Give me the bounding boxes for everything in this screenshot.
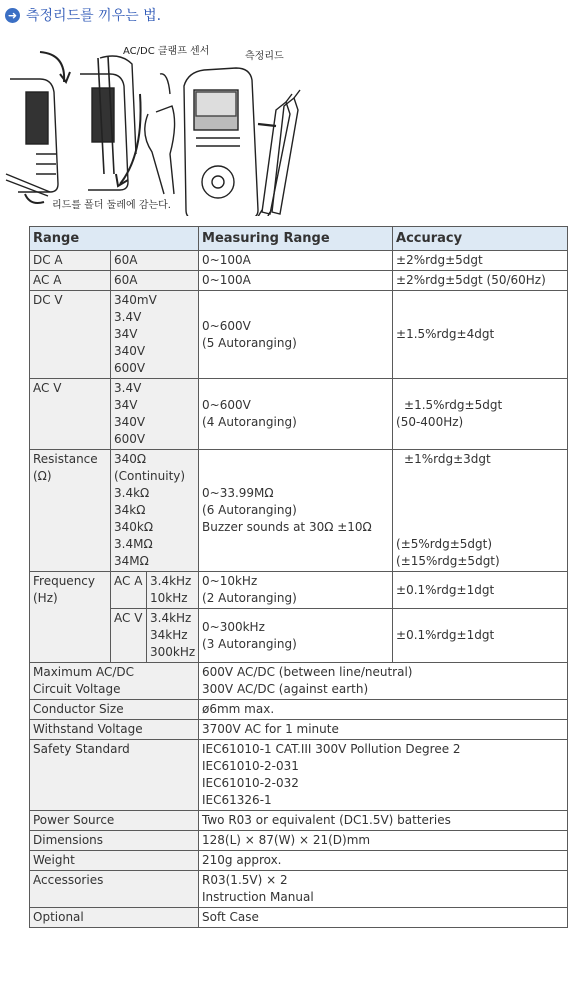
range-cell: 3.4kHz 10kHz (147, 572, 199, 609)
spec-row-weight (30, 851, 568, 871)
measuring-cell: 0~600V (4 Autoranging) (199, 379, 393, 450)
table-row-frequency-acv (30, 609, 568, 663)
spec-row-accessories (30, 871, 568, 908)
row-label: DC V (30, 291, 111, 379)
header-measuring-range: Measuring Range (199, 227, 393, 251)
table-row-acv (30, 379, 568, 450)
spec-label: Withstand Voltage (30, 720, 199, 740)
table-row-dca (30, 251, 568, 271)
spec-label: Dimensions (30, 831, 199, 851)
accuracy-cell: ±2%rdg±5dgt (50/60Hz) (393, 271, 568, 291)
row-label: DC A (30, 251, 111, 271)
spec-row-power-source (30, 811, 568, 831)
spec-row-dimensions (30, 831, 568, 851)
spec-value: 210g approx. (199, 851, 568, 871)
spec-label: Maximum AC/DC Circuit Voltage (30, 663, 199, 700)
sub-label: AC V (111, 609, 147, 663)
spec-label: Conductor Size (30, 700, 199, 720)
spec-label: Accessories (30, 871, 199, 908)
range-cell: 3.4V 34V 340V 600V (111, 379, 199, 450)
table-row-resistance (30, 450, 568, 572)
row-label: Frequency (Hz) (30, 572, 111, 663)
row-label: Resistance (Ω) (30, 450, 111, 572)
measuring-cell: 0~10kHz (2 Autoranging) (199, 572, 393, 609)
accuracy-cell: ±0.1%rdg±1dgt (393, 609, 568, 663)
spec-value: ø6mm max. (199, 700, 568, 720)
spec-row-withstand-voltage (30, 720, 568, 740)
measuring-cell: 0~600V (5 Autoranging) (199, 291, 393, 379)
range-cell: 3.4kHz 34kHz 300kHz (147, 609, 199, 663)
measuring-cell: 0~33.99MΩ (6 Autoranging) Buzzer sounds at 30Ω ±10Ω (199, 450, 393, 572)
spec-value: 3700V AC for 1 minute (199, 720, 568, 740)
range-cell: 340mV 3.4V 34V 340V 600V (111, 291, 199, 379)
spec-label: Weight (30, 851, 199, 871)
table-row-aca (30, 271, 568, 291)
range-cell: 60A (111, 271, 199, 291)
meter-illustration-drawing (0, 34, 586, 216)
accuracy-cell: ±0.1%rdg±1dgt (393, 572, 568, 609)
accuracy-cell: ±1%rdg±3dgt (±5%rdg±5dgt) (±15%rdg±5dgt) (393, 450, 568, 572)
meter-illustration (0, 34, 586, 216)
clamp-sensor-label: AC/DC 클램프 센서 (123, 46, 210, 57)
measuring-leads-label: 측정리드 (245, 51, 284, 62)
arrow-circle-icon: ➜ (5, 8, 20, 23)
spec-value: 128(L) × 87(W) × 21(D)mm (199, 831, 568, 851)
illustration-caption: 리드를 폴더 둘레에 감는다. (52, 200, 171, 211)
measuring-cell: 0~100A (199, 271, 393, 291)
spec-value: 600V AC/DC (between line/neutral) 300V AC/DC (against earth) (199, 663, 568, 700)
spec-row-safety-standard (30, 740, 568, 811)
section-heading (5, 5, 161, 25)
range-cell: 60A (111, 251, 199, 271)
spec-row-conductor-size (30, 700, 568, 720)
spec-value: Two R03 or equivalent (DC1.5V) batteries (199, 811, 568, 831)
sub-label: AC A (111, 572, 147, 609)
header-accuracy: Accuracy (393, 227, 568, 251)
spec-value: IEC61010-1 CAT.III 300V Pollution Degree 2 IEC61010-2-031 IEC61010-2-032 IEC61326-1 (199, 740, 568, 811)
table-row-dcv (30, 291, 568, 379)
measuring-cell: 0~300kHz (3 Autoranging) (199, 609, 393, 663)
accuracy-cell: ±2%rdg±5dgt (393, 251, 568, 271)
row-label: AC A (30, 271, 111, 291)
spec-label: Safety Standard (30, 740, 199, 811)
spec-label: Optional (30, 908, 199, 928)
accuracy-cell: ±1.5%rdg±5dgt (50-400Hz) (393, 379, 568, 450)
table-header-row (30, 227, 568, 251)
row-label: AC V (30, 379, 111, 450)
spec-label: Power Source (30, 811, 199, 831)
accuracy-cell: ±1.5%rdg±4dgt (393, 291, 568, 379)
measuring-cell: 0~100A (199, 251, 393, 271)
section-heading-text: 측정리드를 끼우는 법. (26, 8, 162, 24)
spec-value: Soft Case (199, 908, 568, 928)
spec-row-max-voltage (30, 663, 568, 700)
header-range: Range (30, 227, 199, 251)
table-row-frequency-aca (30, 572, 568, 609)
spec-row-optional (30, 908, 568, 928)
spec-table (29, 226, 568, 928)
range-cell: 340Ω (Continuity) 3.4kΩ 34kΩ 340kΩ 3.4MΩ 34MΩ (111, 450, 199, 572)
spec-value: R03(1.5V) × 2 Instruction Manual (199, 871, 568, 908)
